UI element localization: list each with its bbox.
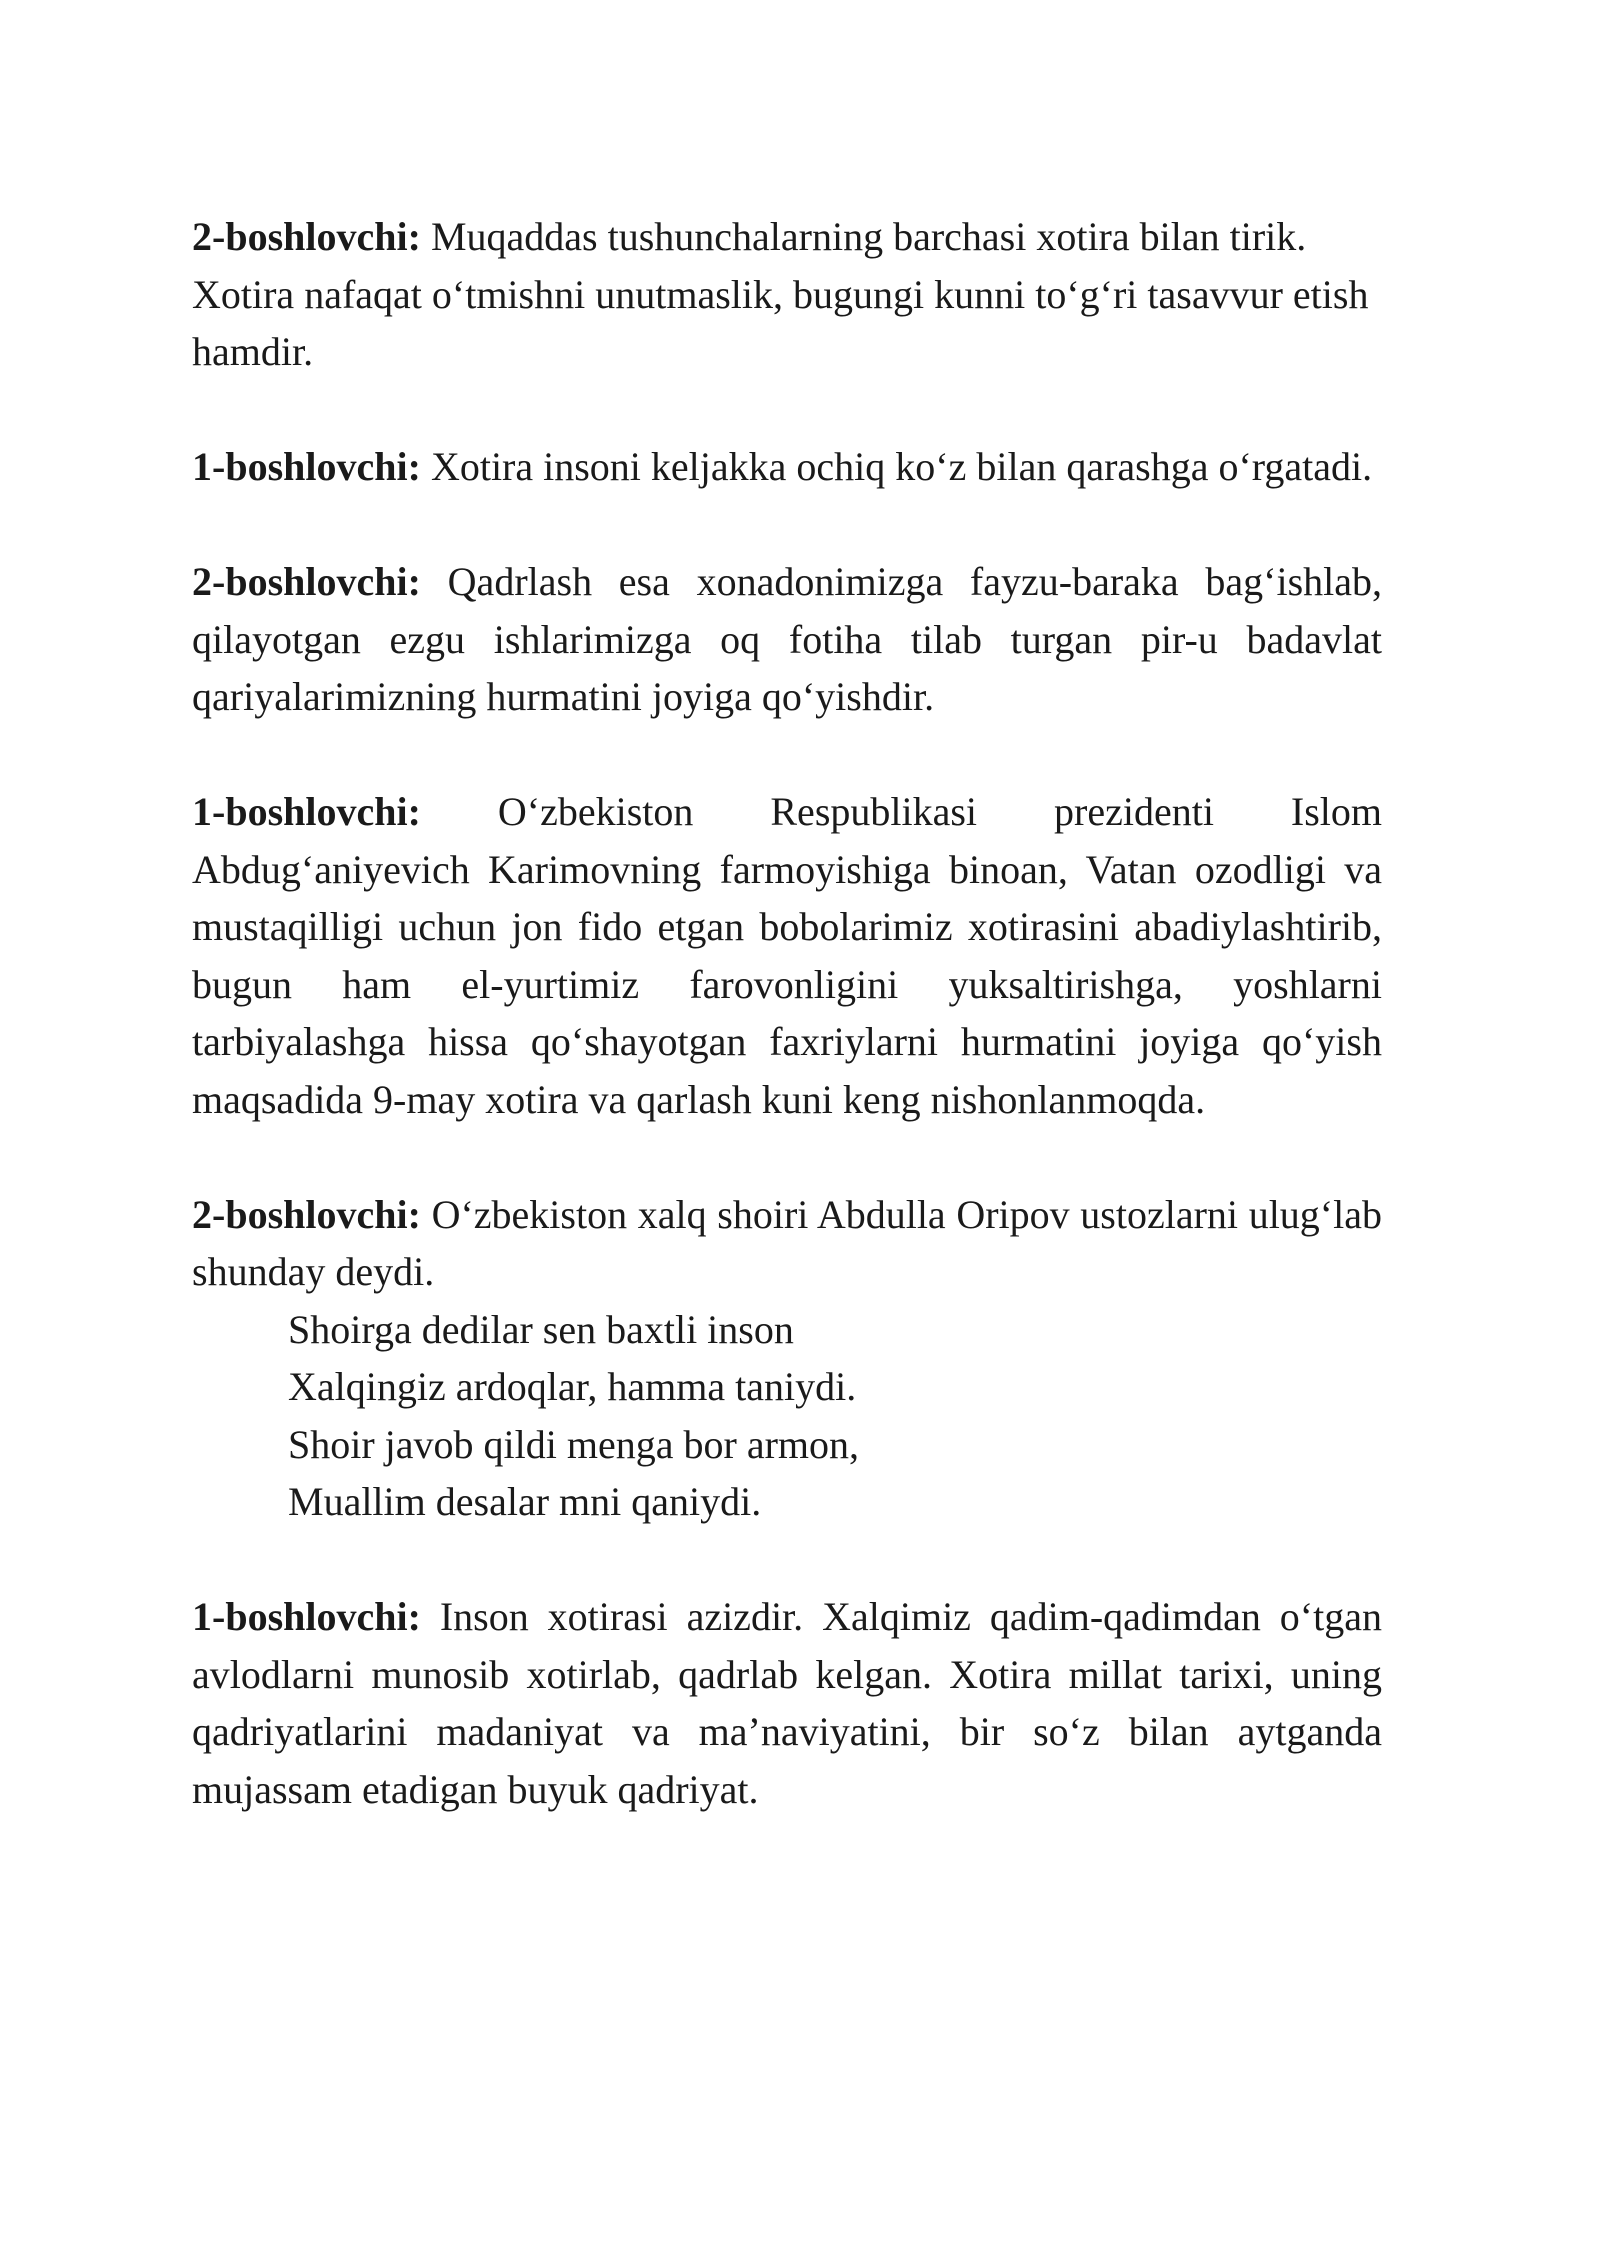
paragraph-text: Qadrlash esa xonadonimizga fayzu-baraka bag‘ishlab, qilayotgan ezgu ishlarimizga oq fotiha tilab turgan pir-u badavlat qariyalarimizning hurmatini joyiga qo‘yishdir. (192, 559, 1383, 719)
paragraph-5 (192, 1186, 1382, 1301)
paragraph-6 (192, 1588, 1382, 1818)
paragraph-3 (192, 553, 1382, 726)
poem-line: Shoir javob qildi menga bor armon, (288, 1421, 860, 1467)
speaker-label: 2-boshlovchi: (192, 559, 421, 604)
paragraph-2 (192, 438, 1382, 496)
paragraph-1 (192, 208, 1382, 381)
paragraph-text: Inson xotirasi azizdir. Xalqimiz qadim-qadimdan o‘tgan avlodlarni munosib xotirlab, qadrlab kelgan. Xotira millat tarixi, uning qadriyatlarini madaniyat va ma’naviyatini, bir so‘z bilan aytganda mujassam etadigan buyuk qadriyat. (192, 1594, 1382, 1812)
speaker-label: 1-boshlovchi: (192, 1594, 421, 1639)
poem-quote (192, 1301, 1382, 1531)
poem-line: Shoirga dedilar sen baxtli inson (288, 1306, 794, 1352)
speaker-label: 1-boshlovchi: (192, 444, 421, 489)
paragraph-text: Xotira insoni keljakka ochiq ko‘z bilan qarashga o‘rgatadi. (430, 444, 1373, 489)
paragraph-text: O‘zbekiston Respublikasi prezidenti Islom Abdug‘aniyevich Karimovning farmoyishiga binoan, Vatan ozodligi va mustaqilligi uchun jon fido etgan bobolarimiz xotirasini abadiylashtirib, bugun ham el-yurtimiz farovonligini yuksaltirishga, yoshlarni tarbiyalashga hissa qo‘shayotgan faxriylarni hurmatini joyiga qo‘yish maqsadida 9-may xotira va qarlash kuni keng nishonlanmoqda. (192, 789, 1383, 1122)
poem-line: Xalqingiz ardoqlar, hamma taniydi. (288, 1364, 857, 1409)
speaker-label: 2-boshlovchi: (192, 214, 421, 259)
paragraph-text: O‘zbekiston xalq shoiri Abdulla Oripov ustozlarni ulug‘lab shunday deydi. (192, 1191, 1382, 1294)
speaker-label: 2-boshlovchi: (192, 1191, 421, 1237)
document-page (192, 208, 1382, 1876)
paragraph-text: Muqaddas tushunchalarning barchasi xotira bilan tirik. Xotira nafaqat o‘tmishni unutmaslik, bugungi kunni to‘g‘ri tasavvur etish hamdir. (192, 214, 1369, 374)
paragraph-4 (192, 783, 1382, 1128)
speaker-label: 1-boshlovchi: (192, 789, 421, 834)
poem-line: Muallim desalar mni qaniydi. (288, 1479, 762, 1524)
